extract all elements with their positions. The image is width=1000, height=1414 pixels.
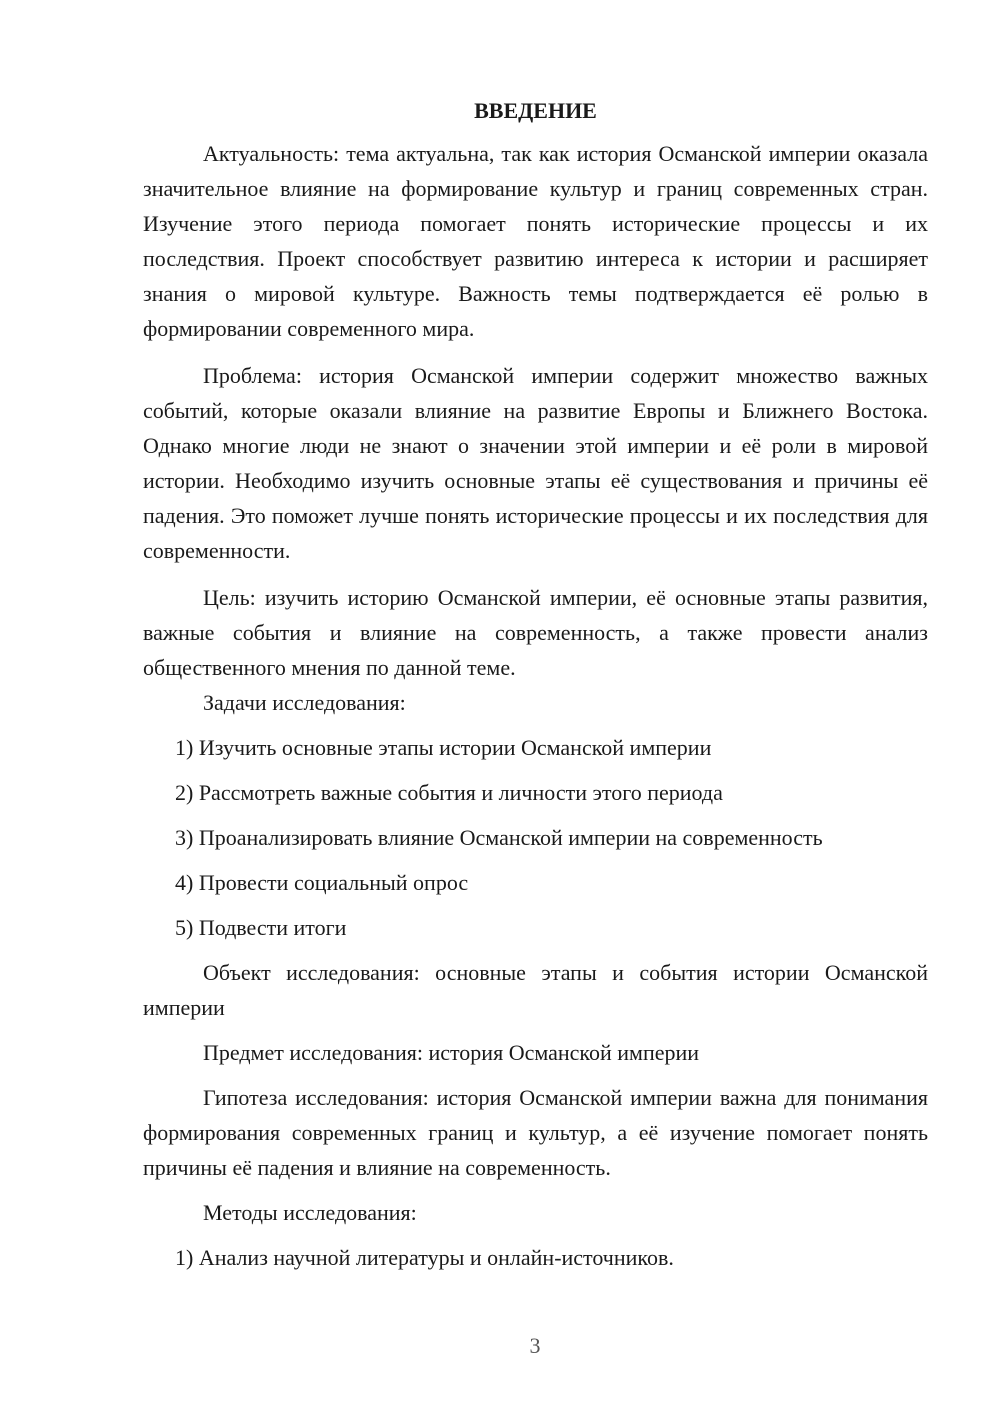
subject-paragraph: Предмет исследования: история Османской империи <box>203 1040 700 1065</box>
problem-paragraph: Проблема: история Османской империи содержит множество важных событий, которые оказали влияние на развитие Европы и Ближнего Востока. Однако многие люди не знают о значении этой империи и её роли в мировой истории. Необходимо изучить основные этапы её существования и причины её падения. Это поможет лучше понять исторические процессы и их последствия для современности. <box>143 363 928 563</box>
hypothesis-paragraph: Гипотеза исследования: история Османской империи важна для понимания формирования современных границ и культур, а её изучение помогает понять причины её падения и влияние на современность. <box>143 1085 928 1180</box>
task-item: 2) Рассмотреть важные события и личности этого периода <box>175 780 723 805</box>
methods-heading: Методы исследования: <box>203 1200 417 1225</box>
object-paragraph: Объект исследования: основные этапы и события истории Османской империи <box>143 960 928 1020</box>
document-page <box>143 96 928 1275</box>
page-number: 3 <box>529 1333 541 1358</box>
method-item: 1) Анализ научной литературы и онлайн-источников. <box>175 1245 674 1270</box>
task-item: 1) Изучить основные этапы истории Османской империи <box>175 735 712 760</box>
page-title: ВВЕДЕНИЕ <box>474 98 597 123</box>
task-item: 3) Проанализировать влияние Османской империи на современность <box>175 825 823 850</box>
task-item: 4) Провести социальный опрос <box>175 870 469 895</box>
tasks-heading: Задачи исследования: <box>203 690 406 715</box>
goal-paragraph: Цель: изучить историю Османской империи, её основные этапы развития, важные события и влияние на современность, а также провести анализ общественного мнения по данной теме. <box>143 585 928 680</box>
relevance-paragraph: Актуальность: тема актуальна, так как история Османской империи оказала значительное влияние на формирование культур и границ современных стран. Изучение этого периода помогает понять исторические процессы и их последствия. Проект способствует развитию интереса к истории и расширяет знания о мировой культуре. Важность темы подтверждается её ролью в формировании современного мира. <box>143 141 928 341</box>
task-item: 5) Подвести итоги <box>175 915 347 940</box>
